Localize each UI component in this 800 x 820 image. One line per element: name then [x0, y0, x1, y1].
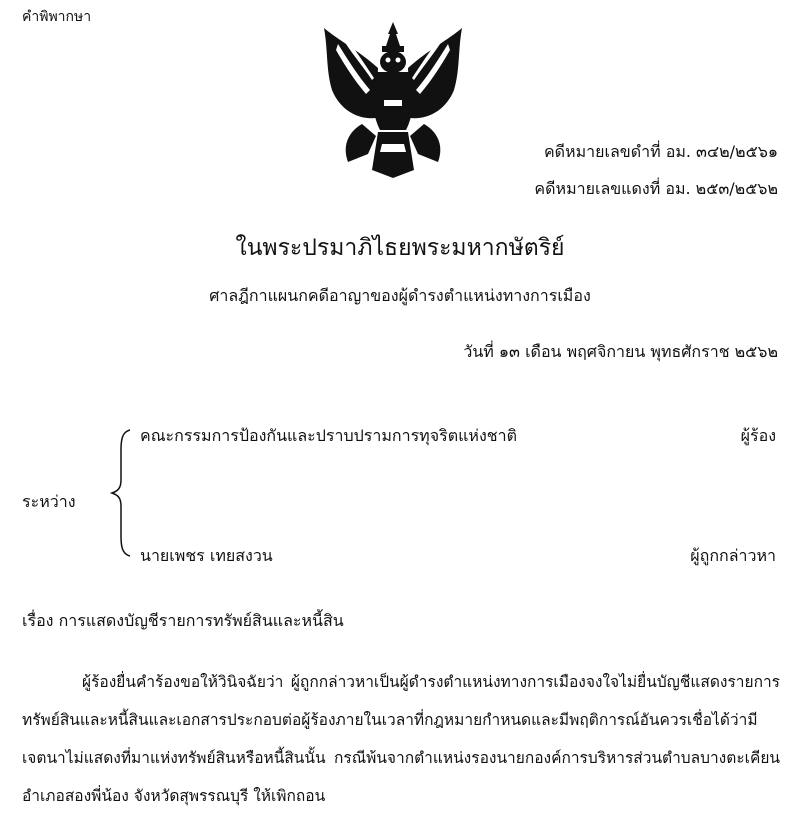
garuda-emblem-icon [318, 20, 468, 180]
defendant-role: ผู้ถูกกล่าวหา [690, 546, 776, 565]
black-case-number: คดีหมายเลขดำที่ อม. ๓๔๒/๒๕๖๑ [543, 142, 778, 161]
royal-heading: ในพระปรมาภิไธยพระมหากษัตริย์ [235, 235, 565, 261]
judgment-date: วันที่ ๑๓ เดือน พฤศจิกายน พุทธศักราช ๒๕๖๒ [463, 342, 778, 361]
brace-icon [110, 428, 134, 558]
body-paragraph: ผู้ร้องยื่นคำร้องขอให้วินิจฉัยว่า ผู้ถูกกล่าวหาเป็นผู้ดำรงตำแหน่งทางการเมืองจงใจไม่ยื่นบัญชีแสดงรายการทรัพย์สินและหนี้สินและเอกสารประกอบต่อผู้ร้องภายในเวลาที่กฎหมายกำหนดและมีพฤติการณ์อันควรเชื่อได้ว่ามีเจตนาไม่แสดงที่มาแห่งทรัพย์สินหรือหนี้สินนั้น กรณีพ้นจากตำแหน่งรองนายกองค์การบริหารส่วนตำบลบางตะเคียน อำเภอสองพี่น้อง จังหวัดสุพรรณบุรี ให้เพิกถอน [22, 673, 780, 805]
plaintiff-name: คณะกรรมการป้องกันและปราบปรามการทุจริตแห่งชาติ [140, 426, 517, 445]
plaintiff-role: ผู้ร้อง [740, 426, 776, 445]
document-type-label: คำพิพากษา [22, 9, 92, 25]
red-case-number: คดีหมายเลขแดงที่ อม. ๒๕๓/๒๕๖๒ [534, 179, 778, 198]
between-label: ระหว่าง [22, 492, 76, 511]
court-name: ศาลฎีกาแผนกคดีอาญาของผู้ดำรงตำแหน่งทางการเมือง [209, 286, 591, 305]
subject-line: เรื่อง การแสดงบัญชีรายการทรัพย์สินและหนี้สิน [22, 611, 344, 630]
defendant-name: นายเพชร เทยสงวน [140, 546, 273, 565]
